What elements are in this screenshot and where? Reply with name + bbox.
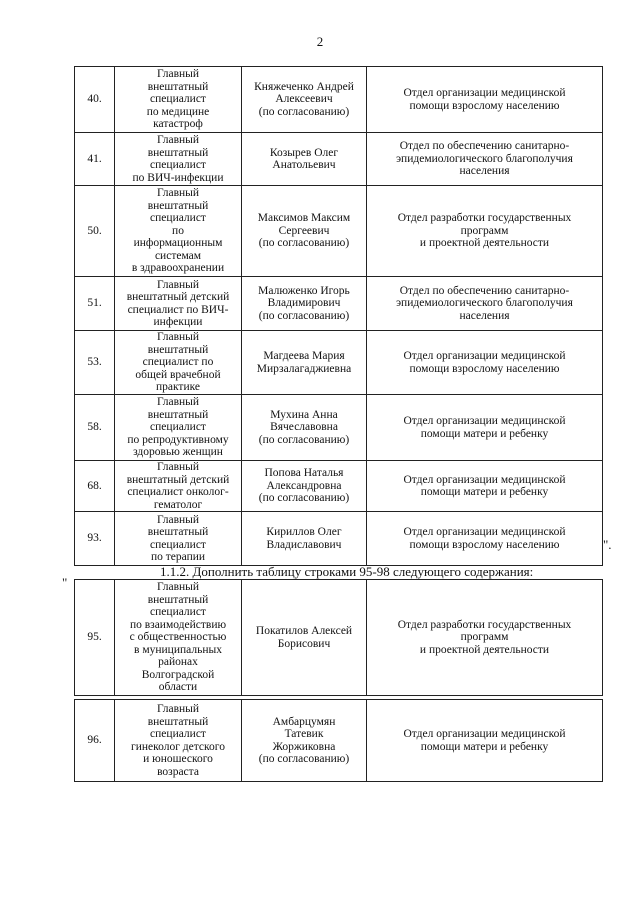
table-row: [75, 186, 603, 277]
department-line: Отдел организации медицинской: [403, 728, 566, 740]
added-row-96-table: [74, 699, 603, 782]
specialist-role-line: системам: [154, 249, 202, 262]
specialist-role-line: Главный: [156, 513, 200, 526]
row-number: [75, 512, 115, 566]
specialist-name-line: Борисович: [277, 637, 331, 650]
specialist-name: [242, 512, 367, 566]
department-line: и проектной деятельности: [419, 237, 550, 250]
department-line: населения: [459, 165, 510, 178]
specialist-role-line: по репродуктивному: [127, 433, 229, 446]
specialist-name: [242, 461, 367, 512]
row-number: [75, 133, 115, 186]
specialist-name-line: Вячеславовна: [270, 421, 338, 434]
specialist-name-line: (по согласованию): [258, 105, 350, 118]
specialist-role-line: по медицине: [146, 105, 210, 118]
row-number-line: 58.: [87, 421, 102, 434]
specialist-name-line: Мирзалагаджиевна: [256, 362, 352, 375]
specialist-role-line: по терапии: [150, 551, 206, 563]
row-number: [75, 395, 115, 461]
specialist-role: [115, 461, 242, 512]
opening-quote: ": [62, 575, 68, 590]
row-number-line: 40.: [87, 93, 102, 106]
specialist-name: [242, 133, 367, 186]
row-number: [75, 331, 115, 395]
department-line: Отдел организации медицинской: [403, 473, 566, 486]
specialist-role-line: по: [172, 224, 184, 237]
row-number: [75, 277, 115, 331]
department-line: помощи матери и ребенку: [420, 486, 549, 498]
department-line: эпидемиологического благополучия: [396, 152, 573, 165]
row-number-line: 68.: [87, 479, 102, 492]
specialist-role-line: области: [158, 681, 198, 694]
row-number: [75, 461, 115, 512]
specialist-name: [242, 67, 367, 133]
department: [367, 580, 603, 696]
row-number-line: 41.: [87, 152, 102, 165]
specialist-role-line: специалист: [150, 421, 206, 434]
specialist-role-line: Главный: [156, 461, 200, 473]
specialist-name-line: Покатилов Алексей: [255, 625, 353, 637]
row-number-line: 95.: [87, 631, 102, 644]
specialist-role-line: инфекции: [153, 316, 203, 328]
specialist-role-line: Главный: [156, 581, 200, 594]
department-line: Отдел по обеспечению санитарно-: [399, 284, 570, 297]
specialist-role: [115, 133, 242, 186]
closing-quote: ".: [603, 537, 612, 552]
specialist-role-line: специалист: [150, 538, 206, 551]
specialist-name-line: Алексеевич: [275, 93, 333, 106]
specialist-role-line: специалист: [150, 93, 206, 106]
specialists-table: [74, 66, 603, 566]
specialist-role-line: внештатный: [147, 199, 209, 212]
department-line: помощи взрослому населению: [409, 99, 560, 112]
specialist-role-line: Главный: [156, 134, 200, 146]
department-line: Отдел организации медицинской: [403, 350, 566, 362]
specialist-role-line: специалист: [150, 212, 206, 225]
specialist-name-line: Мухина Анна: [270, 408, 338, 421]
specialist-name: [242, 186, 367, 277]
specialist-role-line: Главный: [156, 331, 200, 344]
specialist-role-line: внештатный детский: [126, 473, 230, 486]
table-row: [75, 395, 603, 461]
specialist-role-line: внештатный: [147, 408, 209, 421]
specialist-name-line: Жоржиковна: [272, 740, 336, 753]
added-row-95-table: [74, 579, 603, 696]
row-number-line: 53.: [87, 356, 102, 369]
department-line: и проектной деятельности: [419, 643, 550, 656]
department-line: помощи матери и ребенку: [420, 740, 549, 753]
specialist-role-line: внештатный: [147, 80, 209, 93]
specialist-role-line: катастроф: [153, 118, 203, 131]
department-line: программ: [460, 631, 509, 644]
specialist-role-line: Главный: [156, 278, 200, 291]
department: [367, 67, 603, 133]
department-line: Отдел организации медицинской: [403, 87, 566, 99]
specialist-role: [115, 277, 242, 331]
specialist-role-line: с общественностью: [129, 631, 227, 644]
department: [367, 700, 603, 782]
specialist-role-line: общей врачебной: [135, 368, 221, 381]
row-number: [75, 700, 115, 782]
specialist-role: [115, 580, 242, 696]
table-row: [75, 67, 603, 133]
specialist-name-line: (по согласованию): [258, 433, 350, 446]
specialist-role: [115, 700, 242, 782]
specialist-role: [115, 67, 242, 133]
department-line: населения: [459, 309, 510, 322]
specialist-role-line: специалист по: [142, 356, 214, 369]
specialist-role-line: гематолог: [153, 498, 203, 511]
table-row: [75, 133, 603, 186]
row-number-line: 93.: [87, 532, 102, 545]
specialist-role-line: внештатный: [147, 715, 209, 728]
department-line: помощи матери и ребенку: [420, 427, 549, 440]
specialist-name: [242, 395, 367, 461]
specialist-role-line: практике: [155, 381, 201, 394]
specialist-role-line: по ВИЧ-инфекции: [132, 171, 224, 184]
row-number-line: 50.: [87, 224, 102, 237]
specialist-role-line: гинеколог детского: [131, 740, 225, 753]
specialist-name-line: Максимов Максим: [257, 212, 351, 225]
department: [367, 277, 603, 331]
specialist-role-line: внештатный: [147, 146, 209, 159]
specialist-name: [242, 700, 367, 782]
specialist-role: [115, 512, 242, 566]
specialist-name-line: Александровна: [266, 479, 342, 492]
row-number-line: 96.: [87, 734, 102, 747]
specialist-name-line: (по согласованию): [258, 753, 350, 765]
specialist-name-line: Попова Наталья: [264, 467, 344, 480]
specialist-name-line: Владимирович: [267, 297, 341, 310]
department-line: помощи взрослому населению: [409, 362, 560, 375]
specialist-name: [242, 331, 367, 395]
specialist-role: [115, 395, 242, 461]
specialist-name-line: (по согласованию): [258, 309, 350, 322]
specialist-role-line: возраста: [157, 765, 199, 778]
specialist-name-line: Татевик: [284, 728, 324, 740]
department: [367, 512, 603, 566]
department: [367, 461, 603, 512]
specialist-name-line: Козырев Олег: [269, 146, 339, 159]
specialist-role-line: Главный: [156, 396, 200, 409]
specialist-role: [115, 186, 242, 277]
department: [367, 331, 603, 395]
specialist-role-line: специалист: [150, 159, 206, 171]
department-line: Отдел разработки государственных: [397, 618, 572, 631]
specialist-name-line: (по согласованию): [258, 237, 350, 250]
department-line: помощи взрослому населению: [409, 538, 560, 551]
department-line: программ: [460, 224, 509, 237]
table-row: [75, 461, 603, 512]
row-number: [75, 580, 115, 696]
specialist-name-line: Владиславович: [266, 538, 342, 551]
table-row: [75, 700, 603, 782]
specialist-name-line: Кириллов Олег: [266, 526, 342, 538]
department-line: Отдел организации медицинской: [403, 526, 566, 538]
department: [367, 395, 603, 461]
section-caption: 1.1.2. Дополнить таблицу строками 95-98 следующего содержания:: [160, 564, 534, 579]
row-number: [75, 186, 115, 277]
specialist-role-line: внештатный детский: [126, 291, 230, 303]
specialist-role-line: Главный: [156, 703, 200, 715]
specialist-role-line: внештатный: [147, 526, 209, 538]
department-line: Отдел организации медицинской: [403, 415, 566, 427]
department-line: Отдел разработки государственных: [397, 212, 572, 225]
specialist-role-line: Главный: [156, 68, 200, 81]
row-number: [75, 67, 115, 133]
specialist-name-line: Амбарцумян: [272, 715, 336, 728]
specialist-role-line: специалист: [150, 728, 206, 740]
department: [367, 133, 603, 186]
department-line: Отдел по обеспечению санитарно-: [399, 140, 570, 153]
specialist-role-line: внештатный: [147, 593, 209, 606]
specialist-role-line: районах: [158, 656, 198, 669]
specialist-role-line: Волгоградской: [141, 668, 215, 681]
specialist-name: [242, 277, 367, 331]
table-row: [75, 277, 603, 331]
specialist-role-line: внештатный: [147, 343, 209, 356]
specialist-name-line: (по согласованию): [258, 492, 350, 505]
row-number-line: 51.: [87, 297, 102, 310]
specialist-role-line: Главный: [156, 187, 200, 200]
specialist-role-line: специалист онколог-: [127, 486, 229, 498]
specialist-name-line: Малюженко Игорь: [258, 284, 350, 297]
specialist-role-line: здоровью женщин: [133, 446, 223, 459]
specialist-role-line: по взаимодействию: [129, 618, 227, 631]
table-row: [75, 512, 603, 566]
specialist-name: [242, 580, 367, 696]
specialist-role-line: в здравоохранении: [131, 262, 225, 275]
specialist-role-line: специалист по ВИЧ-: [127, 303, 229, 316]
table-row: [75, 580, 603, 696]
specialist-role: [115, 331, 242, 395]
specialist-name-line: Магдеева Мария: [263, 350, 345, 362]
specialist-role-line: информационным: [133, 237, 223, 250]
department-line: эпидемиологического благополучия: [396, 297, 573, 310]
specialist-name-line: Сергеевич: [278, 224, 330, 237]
department: [367, 186, 603, 277]
specialist-name-line: Анатольевич: [272, 159, 336, 171]
specialist-role-line: в муниципальных: [134, 643, 222, 656]
table-row: [75, 331, 603, 395]
specialist-role-line: и юношеского: [143, 753, 213, 765]
page-number: 2: [316, 34, 324, 49]
specialist-role-line: специалист: [150, 606, 206, 619]
specialist-name-line: Княжеченко Андрей: [254, 80, 354, 93]
